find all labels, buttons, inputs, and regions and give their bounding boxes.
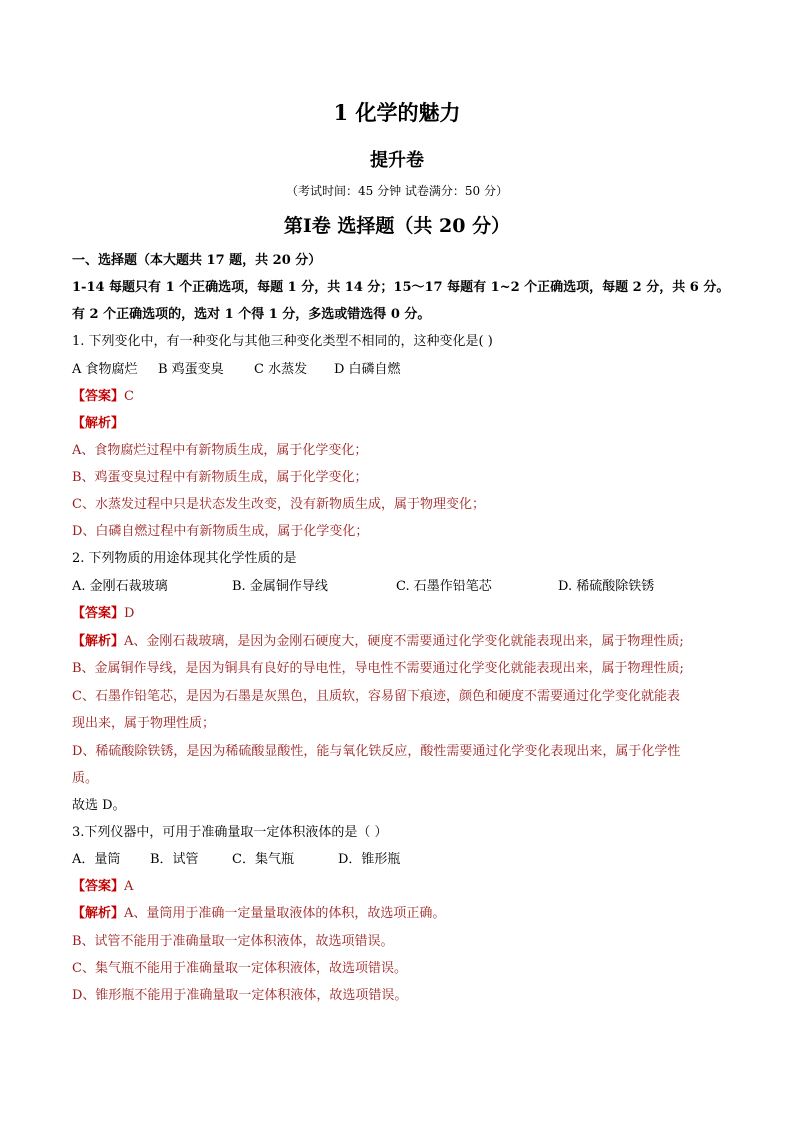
analysis-line: A、食物腐烂过程中有新物质生成，属于化学变化； [72,443,368,458]
analysis-label: 【解析】 [72,416,125,431]
answer-value: D [124,606,135,621]
analysis-line: D、锥形瓶不能用于准确量取一定体积液体，故选项错误。 [72,988,408,1003]
analysis-line: C、集气瓶不能用于准确量取一定体积液体，故选项错误。 [72,961,407,976]
option: D．锥形瓶 [338,852,401,867]
analysis-line: B、鸡蛋变臭过程中有新物质生成，属于化学变化； [72,470,368,485]
answer-label: 【答案】 [72,879,125,894]
analysis-line: D、白磷自燃过程中有新物质生成，属于化学变化； [72,524,369,539]
analysis-line: A、量筒用于准确一定量量取液体的体积，故选项正确。 [124,906,446,921]
analysis-line: A、金刚石裁玻璃，是因为金刚石硬度大，硬度不需要通过化学变化就能表现出来，属于物理性质; [124,634,684,649]
analysis-line: C、石墨作铅笔芯，是因为石墨是灰黑色，且质软，容易留下痕迹，颜色和硬度不需要通过化学变化就能表 [72,689,680,704]
part-title: 第Ⅰ卷 选择题（共 20 分） [283,215,511,237]
answer-value: C [124,389,134,404]
option: C．集气瓶 [232,852,294,867]
question-3-analysis [72,905,445,923]
option: A. 金刚石裁玻璃 [72,579,168,594]
question-3-stem: 3.下列仪器中，可用于准确量取一定体积液体的是（ ） [72,825,388,840]
question-2-analysis [72,633,684,651]
page-title: 1 化学的魅力 [333,100,461,125]
question-1-answer [72,388,134,406]
analysis-line: 现出来，属于物理性质； [72,716,216,731]
option: D 白磷自燃 [334,362,401,377]
page-subtitle: 提升卷 [370,150,424,171]
answer-label: 【答案】 [72,389,125,404]
instruction-rule-1: 1-14 每题只有 1 个正确选项，每题 1 分，共 14 分；15～17 每题有 1~2 个正确选项，每题 2 分，共 6 分。 [72,280,730,295]
exam-note: （考试时间：45 分钟 试卷满分：50 分） [286,184,508,198]
analysis-label: 【解析】 [72,906,125,921]
analysis-line: B、金属铜作导线，是因为铜具有良好的导电性，导电性不需要通过化学变化就能表现出来，属于物理性质; [72,661,684,676]
option: A 食物腐烂 [72,362,138,377]
instruction-rule-2: 有 2 个正确选项的，选对 1 个得 1 分，多选或错选得 0 分。 [72,307,431,322]
option: B．试管 [150,852,199,867]
question-1-stem: 1. 下列变化中，有一种变化与其他三种变化类型不相同的，这种变化是( ) [72,334,493,349]
option: D. 稀硫酸除铁锈 [558,579,655,594]
question-2-answer [72,605,134,623]
analysis-line: B、试管不能用于准确量取一定体积液体，故选项错误。 [72,934,394,949]
analysis-label: 【解析】 [72,634,125,649]
section-heading: 一、选择题（本大题共 17 题，共 20 分） [72,253,322,268]
question-3-options [72,851,400,869]
question-1-analysis-label [72,415,124,433]
question-2-stem: 2. 下列物质的用途体现其化学性质的是 [72,551,297,566]
option: C. 石墨作铅笔芯 [396,579,492,594]
option: A．量筒 [72,852,121,867]
question-3-answer [72,878,133,896]
option: B. 金属铜作导线 [232,579,328,594]
answer-label: 【答案】 [72,606,125,621]
analysis-line: 质。 [72,771,99,786]
option: B 鸡蛋变臭 [158,362,224,377]
question-2-options [72,578,654,596]
question-1-options [72,361,401,379]
analysis-line: C、水蒸发过程中只是状态发生改变，没有新物质生成，属于物理变化； [72,497,485,512]
answer-value: A [124,879,134,894]
analysis-line: D、稀硫酸除铁锈，是因为稀硫酸显酸性，能与氧化铁反应，酸性需要通过化学变化表现出来，属于化学性 [72,744,681,759]
question-2-conclusion: 故选 D。 [72,798,126,813]
option: C 水蒸发 [254,362,308,377]
